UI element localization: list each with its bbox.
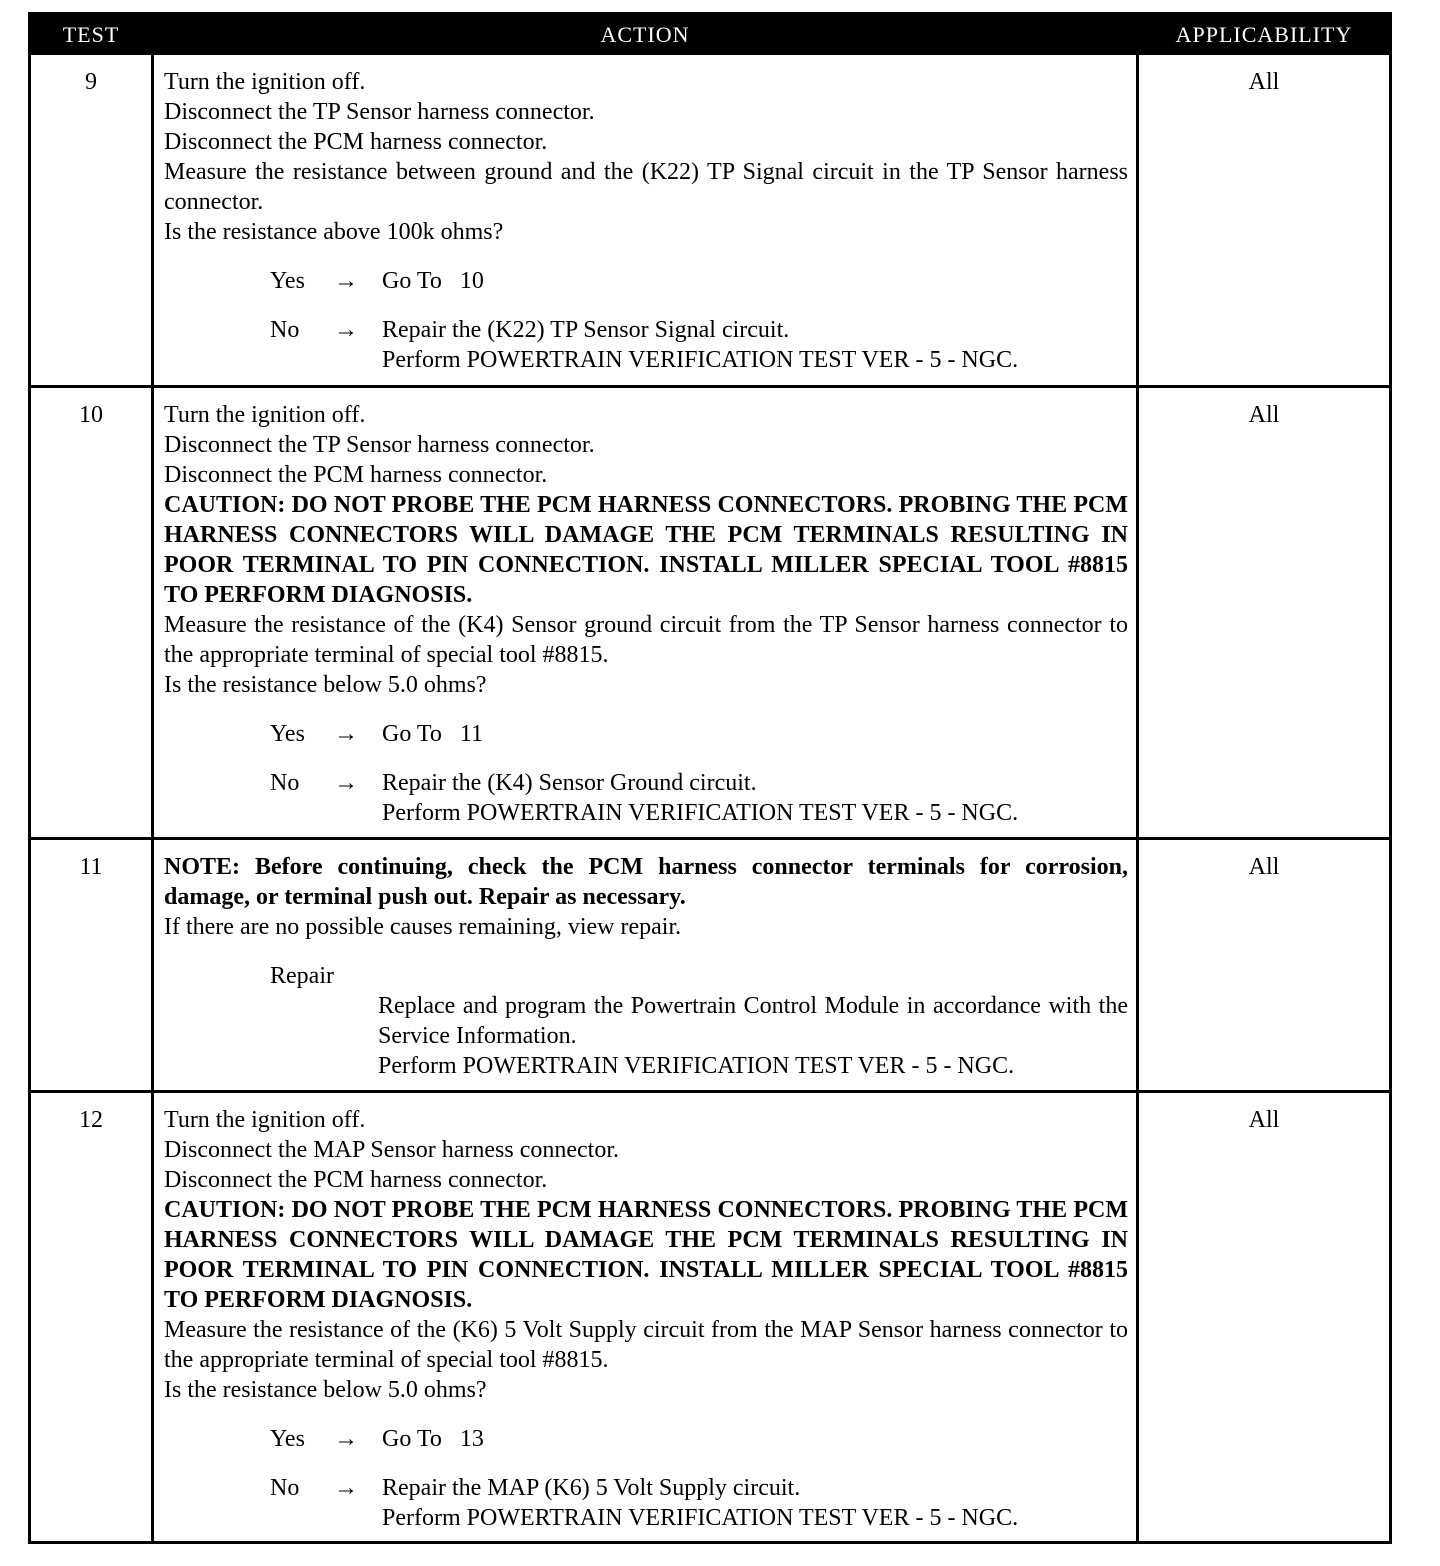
no-label: No xyxy=(270,1475,300,1501)
test-number: 9 xyxy=(85,69,97,95)
diagnostic-table xyxy=(28,12,1392,1544)
step-text: Turn the ignition off. xyxy=(164,1107,366,1133)
arrow-icon: → xyxy=(334,770,358,796)
yes-action: Go To 13 xyxy=(382,1426,484,1452)
yes-label: Yes xyxy=(270,1426,305,1452)
yes-branch xyxy=(270,1424,1128,1454)
arrow-icon: → xyxy=(334,1475,358,1501)
arrow-icon: → xyxy=(334,317,358,343)
test-number: 12 xyxy=(79,1107,103,1133)
test-number: 10 xyxy=(79,402,103,428)
yes-action: Go To 10 xyxy=(382,268,484,294)
yes-label: Yes xyxy=(270,268,305,294)
question-text: Is the resistance above 100k ohms? xyxy=(164,219,504,245)
step-text: Disconnect the TP Sensor harness connector. xyxy=(164,432,595,458)
step-text: If there are no possible causes remaining, view repair. xyxy=(164,914,682,940)
applicability-value: All xyxy=(1248,402,1280,428)
verification-text: Perform POWERTRAIN VERIFICATION TEST VER - 5 - NGC. xyxy=(382,1505,1019,1531)
table-row xyxy=(31,840,1389,1093)
step-text: Disconnect the PCM harness connector. xyxy=(164,129,548,155)
question-text: Is the resistance below 5.0 ohms? xyxy=(164,1377,487,1403)
header-action: ACTION xyxy=(600,22,690,47)
no-action: Repair the MAP (K6) 5 Volt Supply circuit. xyxy=(382,1475,801,1501)
repair-text: Replace and program the Powertrain Control Module in accordance with the Service Information. xyxy=(378,993,1128,1049)
action-cell xyxy=(151,1093,1139,1541)
no-label: No xyxy=(270,317,300,343)
no-action: Repair the (K22) TP Sensor Signal circuit. xyxy=(382,317,790,343)
table-row xyxy=(31,1093,1389,1541)
header-applicability: APPLICABILITY xyxy=(1175,22,1353,47)
no-branch xyxy=(270,315,1128,345)
question-text: Is the resistance below 5.0 ohms? xyxy=(164,672,487,698)
no-branch xyxy=(270,768,1128,798)
caution-text: CAUTION: DO NOT PROBE THE PCM HARNESS CONNECTORS. PROBING THE PCM HARNESS CONNECTORS WILL DAMAGE THE PCM TERMINALS RESULTING IN POOR TERMINAL TO PIN CONNECTION. INSTALL MILLER SPECIAL TOOL #8815 TO PERFORM DIAGNOSIS. xyxy=(164,492,1128,608)
table-row xyxy=(31,388,1389,840)
yes-label: Yes xyxy=(270,721,305,747)
step-text: Measure the resistance of the (K4) Sensor ground circuit from the TP Sensor harness connector to the appropriate terminal of special tool #8815. xyxy=(164,612,1128,668)
action-cell xyxy=(151,55,1139,385)
caution-text: CAUTION: DO NOT PROBE THE PCM HARNESS CONNECTORS. PROBING THE PCM HARNESS CONNECTORS WILL DAMAGE THE PCM TERMINALS RESULTING IN POOR TERMINAL TO PIN CONNECTION. INSTALL MILLER SPECIAL TOOL #8815 TO PERFORM DIAGNOSIS. xyxy=(164,1197,1128,1313)
note-text: NOTE: Before continuing, check the PCM harness connector terminals for corrosion, damage, or terminal push out. Repair as necessary. xyxy=(164,854,1128,910)
arrow-icon: → xyxy=(334,268,358,294)
verification-text: Perform POWERTRAIN VERIFICATION TEST VER - 5 - NGC. xyxy=(378,1053,1015,1079)
no-action: Repair the (K4) Sensor Ground circuit. xyxy=(382,770,757,796)
step-text: Turn the ignition off. xyxy=(164,402,366,428)
step-text: Measure the resistance between ground and the (K22) TP Signal circuit in the TP Sensor harness connector. xyxy=(164,159,1128,215)
verification-text: Perform POWERTRAIN VERIFICATION TEST VER - 5 - NGC. xyxy=(382,800,1019,826)
applicability-value: All xyxy=(1248,1107,1280,1133)
table-header xyxy=(31,15,1389,55)
table-row xyxy=(31,55,1389,388)
yes-action: Go To 11 xyxy=(382,721,483,747)
step-text: Turn the ignition off. xyxy=(164,69,366,95)
arrow-icon: → xyxy=(334,721,358,747)
no-branch xyxy=(270,1473,1128,1503)
step-text: Measure the resistance of the (K6) 5 Volt Supply circuit from the MAP Sensor harness connector to the appropriate terminal of special tool #8815. xyxy=(164,1317,1128,1373)
step-text: Disconnect the PCM harness connector. xyxy=(164,1167,548,1193)
yes-branch xyxy=(270,719,1128,749)
applicability-value: All xyxy=(1248,854,1280,880)
action-cell xyxy=(151,388,1139,837)
header-test: TEST xyxy=(62,22,120,47)
no-label: No xyxy=(270,770,300,796)
verification-text: Perform POWERTRAIN VERIFICATION TEST VER - 5 - NGC. xyxy=(382,347,1019,373)
step-text: Disconnect the TP Sensor harness connector. xyxy=(164,99,595,125)
test-number: 11 xyxy=(79,854,103,880)
repair-label: Repair xyxy=(270,963,334,989)
applicability-value: All xyxy=(1248,69,1280,95)
action-cell xyxy=(151,840,1139,1090)
step-text: Disconnect the PCM harness connector. xyxy=(164,462,548,488)
yes-branch xyxy=(270,266,1128,296)
step-text: Disconnect the MAP Sensor harness connector. xyxy=(164,1137,620,1163)
arrow-icon: → xyxy=(334,1426,358,1452)
